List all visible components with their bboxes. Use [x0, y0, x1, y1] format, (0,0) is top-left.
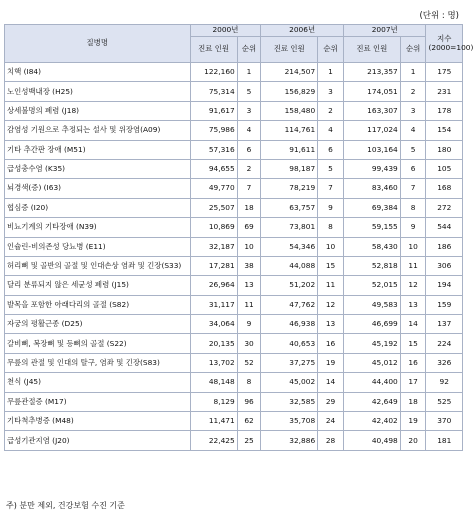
patients-2007-cell: 83,460: [343, 179, 400, 198]
rank-2006-cell: 7: [318, 179, 344, 198]
table-row: [5, 373, 463, 392]
header-rank-2007: 순위: [400, 37, 426, 63]
index-cell: 168: [426, 179, 463, 198]
patients-2000-cell: 34,064: [190, 315, 237, 334]
patients-2007-cell: 52,015: [343, 276, 400, 295]
patients-2007-cell: 99,439: [343, 159, 400, 178]
patients-2006-cell: 46,938: [261, 315, 318, 334]
disease-name-cell: 치핵 (I84): [5, 63, 191, 82]
patients-2006-cell: 214,507: [261, 63, 318, 82]
disease-name-cell: 비뇨기계의 기타장애 (N39): [5, 218, 191, 237]
patients-2007-cell: 45,192: [343, 334, 400, 353]
disease-name-cell: 감염성 기원으로 추정되는 설사 및 위장염(A09): [5, 121, 191, 140]
disease-name-cell: 무릎관절증 (M17): [5, 392, 191, 411]
index-cell: 194: [426, 276, 463, 295]
index-cell: 137: [426, 315, 463, 334]
rank-2000-cell: 30: [237, 334, 261, 353]
header-year-2007: 2007년: [343, 25, 426, 37]
header-year-2000: 2000년: [190, 25, 261, 37]
disease-name-cell: 자궁의 평활근종 (D25): [5, 315, 191, 334]
rank-2006-cell: 13: [318, 315, 344, 334]
rank-2006-cell: 2: [318, 101, 344, 120]
patients-2006-cell: 156,829: [261, 82, 318, 101]
patients-2006-cell: 98,187: [261, 159, 318, 178]
header-index: 지수 (2000=100): [426, 25, 463, 63]
table-row: [5, 256, 463, 275]
table-row: [5, 82, 463, 101]
patients-2006-cell: 73,801: [261, 218, 318, 237]
patients-2000-cell: 11,471: [190, 412, 237, 431]
rank-2007-cell: 1: [400, 63, 426, 82]
patients-2000-cell: 32,187: [190, 237, 237, 256]
table-row: [5, 159, 463, 178]
rank-2006-cell: 10: [318, 237, 344, 256]
patients-2000-cell: 57,316: [190, 140, 237, 159]
index-cell: 525: [426, 392, 463, 411]
table-row: [5, 353, 463, 372]
disease-name-cell: 발목을 포함한 아래다리의 골절 (S82): [5, 295, 191, 314]
patients-2006-cell: 63,757: [261, 198, 318, 217]
rank-2007-cell: 7: [400, 179, 426, 198]
header-rank-2006: 순위: [318, 37, 344, 63]
patients-2007-cell: 42,649: [343, 392, 400, 411]
patients-2000-cell: 75,986: [190, 121, 237, 140]
rank-2006-cell: 15: [318, 256, 344, 275]
table-row: [5, 218, 463, 237]
rank-2000-cell: 96: [237, 392, 261, 411]
index-cell: 186: [426, 237, 463, 256]
patients-2006-cell: 158,480: [261, 101, 318, 120]
rank-2000-cell: 11: [237, 295, 261, 314]
disease-name-cell: 노인성백내장 (H25): [5, 82, 191, 101]
rank-2000-cell: 7: [237, 179, 261, 198]
rank-2000-cell: 2: [237, 159, 261, 178]
table-row: [5, 334, 463, 353]
rank-2007-cell: 6: [400, 159, 426, 178]
rank-2000-cell: 18: [237, 198, 261, 217]
rank-2007-cell: 17: [400, 373, 426, 392]
footnote: 주) 분만 제외, 건강보험 수진 기준: [6, 501, 125, 510]
rank-2000-cell: 38: [237, 256, 261, 275]
disease-name-cell: 급성기관지염 (J20): [5, 431, 191, 450]
index-cell: 544: [426, 218, 463, 237]
index-cell: 370: [426, 412, 463, 431]
rank-2006-cell: 14: [318, 373, 344, 392]
index-cell: 92: [426, 373, 463, 392]
patients-2007-cell: 46,699: [343, 315, 400, 334]
disease-name-cell: 허리뼈 및 골반의 골절 및 인대손상 염좌 및 긴장(S33): [5, 256, 191, 275]
patients-2000-cell: 13,702: [190, 353, 237, 372]
patients-2007-cell: 69,384: [343, 198, 400, 217]
table-row: [5, 276, 463, 295]
disease-name-cell: 뇌경색(증) (I63): [5, 179, 191, 198]
rank-2007-cell: 2: [400, 82, 426, 101]
patients-2000-cell: 17,281: [190, 256, 237, 275]
rank-2006-cell: 29: [318, 392, 344, 411]
table-row: [5, 315, 463, 334]
rank-2007-cell: 19: [400, 412, 426, 431]
header-disease: 질병명: [5, 25, 191, 63]
patients-2007-cell: 44,400: [343, 373, 400, 392]
index-cell: 180: [426, 140, 463, 159]
patients-2000-cell: 94,655: [190, 159, 237, 178]
rank-2000-cell: 8: [237, 373, 261, 392]
table-body: [5, 63, 463, 451]
rank-2006-cell: 16: [318, 334, 344, 353]
patients-2006-cell: 91,611: [261, 140, 318, 159]
index-cell: 181: [426, 431, 463, 450]
patients-2007-cell: 58,430: [343, 237, 400, 256]
disease-name-cell: 급성충수염 (K35): [5, 159, 191, 178]
index-cell: 175: [426, 63, 463, 82]
patients-2000-cell: 10,869: [190, 218, 237, 237]
rank-2007-cell: 13: [400, 295, 426, 314]
patients-2006-cell: 78,219: [261, 179, 318, 198]
patients-2000-cell: 20,135: [190, 334, 237, 353]
rank-2007-cell: 15: [400, 334, 426, 353]
rank-2007-cell: 8: [400, 198, 426, 217]
patients-2007-cell: 52,818: [343, 256, 400, 275]
patients-2006-cell: 32,585: [261, 392, 318, 411]
patients-2007-cell: 103,164: [343, 140, 400, 159]
rank-2006-cell: 9: [318, 198, 344, 217]
rank-2000-cell: 4: [237, 121, 261, 140]
disease-name-cell: 상세불명의 폐렴 (J18): [5, 101, 191, 120]
disease-name-cell: 달리 분류되지 않은 세균성 폐렴 (J15): [5, 276, 191, 295]
patients-2007-cell: 59,155: [343, 218, 400, 237]
disease-name-cell: 기타척추병증 (M48): [5, 412, 191, 431]
rank-2000-cell: 52: [237, 353, 261, 372]
disease-name-cell: 협심증 (I20): [5, 198, 191, 217]
unit-label: (단위 : 명): [419, 11, 459, 21]
patients-2000-cell: 22,425: [190, 431, 237, 450]
index-cell: 105: [426, 159, 463, 178]
rank-2000-cell: 1: [237, 63, 261, 82]
rank-2007-cell: 11: [400, 256, 426, 275]
rank-2000-cell: 10: [237, 237, 261, 256]
disease-name-cell: 기타 추간판 장애 (M51): [5, 140, 191, 159]
patients-2006-cell: 35,708: [261, 412, 318, 431]
rank-2000-cell: 69: [237, 218, 261, 237]
rank-2000-cell: 5: [237, 82, 261, 101]
patients-2000-cell: 49,770: [190, 179, 237, 198]
patients-2000-cell: 31,117: [190, 295, 237, 314]
index-cell: 272: [426, 198, 463, 217]
patients-2006-cell: 114,761: [261, 121, 318, 140]
rank-2006-cell: 3: [318, 82, 344, 101]
table-row: [5, 121, 463, 140]
disease-name-cell: 무릎의 관절 및 인대의 탈구, 염좌 및 긴장(S83): [5, 353, 191, 372]
table-row: [5, 63, 463, 82]
index-cell: 159: [426, 295, 463, 314]
rank-2000-cell: 62: [237, 412, 261, 431]
rank-2006-cell: 1: [318, 63, 344, 82]
rank-2000-cell: 25: [237, 431, 261, 450]
rank-2006-cell: 12: [318, 295, 344, 314]
patients-2000-cell: 26,964: [190, 276, 237, 295]
index-cell: 306: [426, 256, 463, 275]
table-row: [5, 431, 463, 450]
header-rank-2000: 순위: [237, 37, 261, 63]
index-cell: 224: [426, 334, 463, 353]
rank-2006-cell: 28: [318, 431, 344, 450]
header-patients-2000: 진료 인원: [190, 37, 237, 63]
table-row: [5, 295, 463, 314]
disease-name-cell: 갈비뼈, 복장뼈 및 등뼈의 골절 (S22): [5, 334, 191, 353]
disease-statistics-table: [4, 24, 473, 451]
header-year-2006: 2006년: [261, 25, 344, 37]
rank-2000-cell: 6: [237, 140, 261, 159]
table-row: [5, 392, 463, 411]
index-cell: 231: [426, 82, 463, 101]
rank-2007-cell: 4: [400, 121, 426, 140]
patients-2006-cell: 47,762: [261, 295, 318, 314]
patients-2007-cell: 117,024: [343, 121, 400, 140]
patients-2000-cell: 75,314: [190, 82, 237, 101]
table-row: [5, 140, 463, 159]
rank-2000-cell: 13: [237, 276, 261, 295]
patients-2000-cell: 122,160: [190, 63, 237, 82]
patients-2000-cell: 8,129: [190, 392, 237, 411]
patients-2006-cell: 32,886: [261, 431, 318, 450]
header-patients-2007: 진료 인원: [343, 37, 400, 63]
rank-2007-cell: 16: [400, 353, 426, 372]
table-row: [5, 237, 463, 256]
patients-2006-cell: 54,346: [261, 237, 318, 256]
rank-2006-cell: 5: [318, 159, 344, 178]
patients-2007-cell: 45,012: [343, 353, 400, 372]
rank-2006-cell: 8: [318, 218, 344, 237]
rank-2007-cell: 10: [400, 237, 426, 256]
disease-name-cell: 인슐린-비의존성 당뇨병 (E11): [5, 237, 191, 256]
patients-2007-cell: 49,583: [343, 295, 400, 314]
rank-2006-cell: 19: [318, 353, 344, 372]
rank-2007-cell: 18: [400, 392, 426, 411]
patients-2006-cell: 51,202: [261, 276, 318, 295]
rank-2006-cell: 6: [318, 140, 344, 159]
patients-2007-cell: 174,051: [343, 82, 400, 101]
table-row: [5, 412, 463, 431]
patients-2007-cell: 163,307: [343, 101, 400, 120]
rank-2007-cell: 20: [400, 431, 426, 450]
rank-2007-cell: 9: [400, 218, 426, 237]
rank-2000-cell: 3: [237, 101, 261, 120]
index-cell: 178: [426, 101, 463, 120]
rank-2006-cell: 11: [318, 276, 344, 295]
rank-2006-cell: 4: [318, 121, 344, 140]
table-row: [5, 101, 463, 120]
index-cell: 326: [426, 353, 463, 372]
table-row: [5, 179, 463, 198]
rank-2007-cell: 3: [400, 101, 426, 120]
rank-2007-cell: 14: [400, 315, 426, 334]
patients-2007-cell: 42,402: [343, 412, 400, 431]
patients-2000-cell: 48,148: [190, 373, 237, 392]
patients-2007-cell: 40,498: [343, 431, 400, 450]
patients-2006-cell: 37,275: [261, 353, 318, 372]
patients-2006-cell: 45,002: [261, 373, 318, 392]
patients-2007-cell: 213,357: [343, 63, 400, 82]
rank-2000-cell: 9: [237, 315, 261, 334]
table-row: [5, 198, 463, 217]
patients-2000-cell: 25,507: [190, 198, 237, 217]
patients-2006-cell: 44,088: [261, 256, 318, 275]
rank-2007-cell: 12: [400, 276, 426, 295]
patients-2006-cell: 40,653: [261, 334, 318, 353]
disease-name-cell: 천식 (J45): [5, 373, 191, 392]
rank-2007-cell: 5: [400, 140, 426, 159]
index-cell: 154: [426, 121, 463, 140]
rank-2006-cell: 24: [318, 412, 344, 431]
header-patients-2006: 진료 인원: [261, 37, 318, 63]
patients-2000-cell: 91,617: [190, 101, 237, 120]
